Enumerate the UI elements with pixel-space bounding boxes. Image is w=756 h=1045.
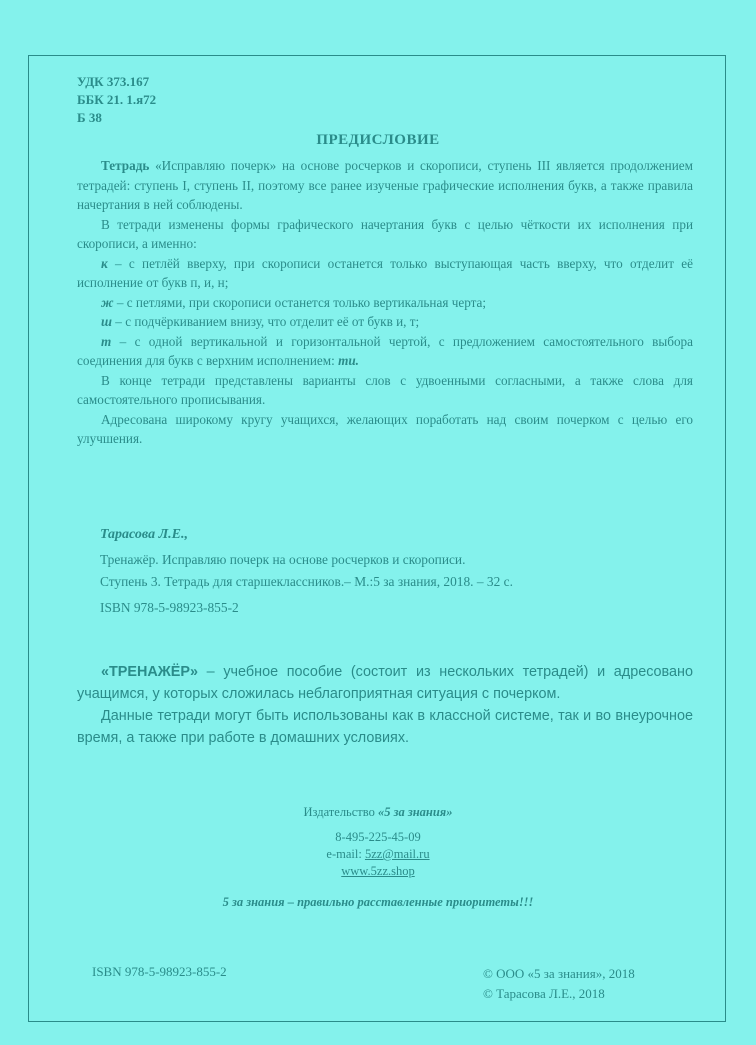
isbn-record: ISBN 978-5-98923-855-2	[100, 600, 239, 615]
bbk-code: ББК 21. 1.я72	[77, 92, 157, 107]
copyright-author: © Тарасова Л.Е., 2018	[483, 986, 605, 1001]
publisher-name: «5 за знания»	[377, 805, 453, 819]
email-label: e-mail:	[326, 847, 365, 861]
preface-paragraph	[77, 156, 693, 215]
publisher-label: Издательство	[303, 805, 378, 819]
letter-zh: ж	[101, 294, 114, 310]
letter-zh-text: – с петлями, при скорописи останется только вертикальная черта;	[113, 294, 487, 310]
letter-sh: ш	[101, 314, 112, 329]
letter-sh-text: – с подчёркиванием внизу, что отделит её от букв и, т;	[112, 314, 420, 329]
preface-text	[77, 156, 693, 449]
letter-k: к	[101, 255, 108, 271]
summary-p1-text: – учебное пособие (состоит из нескольких тетрадей) и адресовано учащимся, у которых сложилась неблагоприятная ситуация с почерком.	[77, 664, 693, 702]
copyright-block	[483, 964, 635, 1004]
page-title: ПРЕДИСЛОВИЕ	[316, 132, 440, 148]
author-mark: Б 38	[77, 110, 102, 125]
letter-item-sh	[77, 312, 693, 332]
preface-paragraph: В тетради изменены формы графического начертания букв с целью чёткости их исполнения при скорописи, а именно:	[77, 216, 693, 251]
preface-p1-text: «Исправляю почерк» на основе росчерков и скорописи, ступень III является продолжением тетрадей: ступень I, ступень II, поэтому все ранее изученые графические исполнения букв, а также правила начертания в ней соблюдены.	[77, 158, 693, 212]
copyright-publisher: © ООО «5 за знания», 2018	[483, 966, 635, 981]
letter-t-example: ти.	[338, 353, 359, 368]
preface-paragraph: Адресована широкому кругу учащихся, желающих поработать над своим почерком с целью его улучшения.	[77, 411, 693, 446]
publisher-line	[0, 804, 756, 821]
bibliographic-record	[100, 549, 700, 593]
preface-lead: Тетрадь	[101, 158, 150, 173]
isbn-footer: ISBN 978-5-98923-855-2	[92, 964, 227, 979]
udk-code: УДК 373.167	[77, 74, 150, 89]
letter-k-text: – с петлёй вверху, при скорописи останется только выступающая часть вверху, что отделит её исполнение от букв п, и, н;	[77, 255, 693, 290]
summary-paragraph	[77, 661, 693, 705]
letter-item-t	[77, 332, 693, 371]
publisher-phone: 8-495-225-45-09	[335, 830, 421, 844]
author-name: Тарасова Л.Е.,	[100, 527, 189, 542]
letter-t: т	[101, 333, 112, 349]
letter-t-text: – с одной вертикальной и горизонтальной чертой, с предложением самостоятельного выбора соединения для букв с верхним исполнением:	[77, 333, 693, 368]
biblio-line: Тренажёр. Исправляю почерк на основе росчерков и скорописи.	[100, 552, 466, 567]
publisher-site-line	[0, 863, 756, 880]
letter-item-zh	[77, 293, 693, 313]
site-link[interactable]: www.5zz.shop	[341, 864, 415, 878]
publisher-email-line	[0, 846, 756, 863]
publisher-slogan: 5 за знания – правильно расставленные приоритеты!!!	[222, 895, 534, 909]
biblio-line: Ступень 3. Тетрадь для старшеклассников.– М.:5 за знания, 2018. – 32 с.	[100, 574, 513, 589]
email-link[interactable]: 5zz@mail.ru	[364, 847, 430, 861]
preface-paragraph: В конце тетради представлены варианты слов с удвоенными согласными, а также слова для самостоятельного прописывания.	[77, 372, 693, 407]
summary-paragraph: Данные тетради могут быть использованы как в классной системе, так и во внеурочное время, а также при работе в домашних условиях.	[77, 708, 693, 746]
summary-text	[77, 661, 693, 749]
summary-lead: «ТРЕНАЖЁР»	[101, 664, 199, 680]
letter-item-k	[77, 254, 693, 293]
